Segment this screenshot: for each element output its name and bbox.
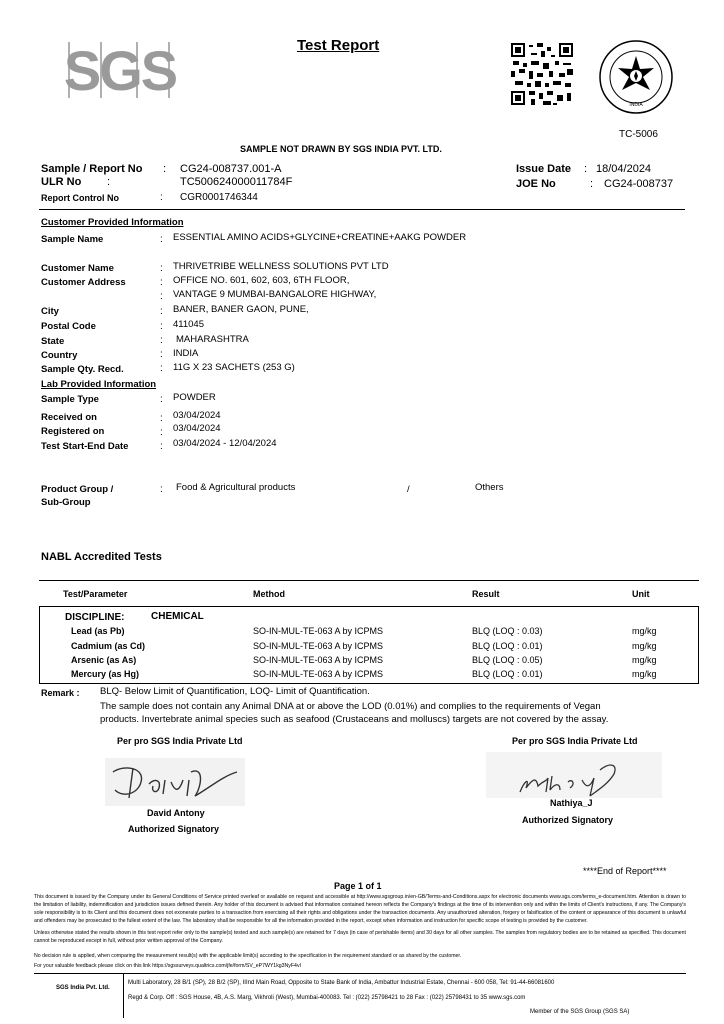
colon: : [163,163,167,175]
customer-section-title: Customer Provided Information [41,217,184,228]
footer-divider [34,973,686,974]
footer-address-2: Regd & Corp. Off : SGS House, 4B, A.S. Marg, Vikhroli (West), Mumbai-400083. Tel : (022) 25798421 to 28 Fax : (022) 25798431 to 35 www.sgs.com [128,995,526,1001]
qr-code [509,41,575,107]
decision-rule: No decision rule is applied, when comparing the measurement result(s) with the applicable limit(s) according to the specification in the requirement standard or as shared by the customer. [34,953,462,959]
sub-group-label: Sub-Group [41,497,91,508]
th-method: Method [253,589,285,599]
row-param: Cadmium (as Cd) [71,641,146,651]
colon: : [160,335,163,346]
sample-type: POWDER [173,392,216,403]
sub-group: Others [475,482,504,493]
colon: : [160,234,163,245]
row-param: Lead (as Pb) [71,626,125,636]
sgs-logo [60,40,180,100]
product-group: Food & Agricultural products [176,482,296,493]
end-of-report: ****End of Report**** [583,866,667,876]
issue-date-label: Issue Date [516,163,572,175]
remark-line-2: The sample does not contain any Animal DNA at or above the LOD (0.01%) and complies to the requirements of Vegan [100,701,601,712]
address-line-1: OFFICE NO. 601, 602, 603, 6TH FLOOR, [173,275,350,286]
row-unit: mg/kg [632,641,657,651]
left-signature [105,758,245,806]
row-unit: mg/kg [632,669,657,679]
sgs-logo-text: SGS [63,40,177,100]
th-parameter: Test/Parameter [63,589,128,599]
sample-qty-label: Sample Qty. Recd. [41,364,124,375]
left-signatory-name: David Antony [147,808,205,818]
address-line-2: VANTAGE 9 MUMBAI-BANGALORE HIGHWAY, [173,289,377,300]
row-param: Arsenic (as As) [71,655,137,665]
row-method: SO-IN-MUL-TE-063 A by ICPMS [253,641,384,651]
disclaimer-text: This document is issued by the Company under its General Conditions of Service printed overleaf or available on request and accessible at http://www.sgsgroup.in/en-GB/Terms-and-Conditions.aspx for electronic documents www.sgs.com/terms_e-document.htm. Attention is drawn to the limitation of liability, indemnification and jurisdiction issues defined therein. Any holder of this document is advised that information contained hereon reflects the Company's findings at the time of its intervention only and within the limits of Client's instructions, if any. The Company's sole responsibility is to its Client and this document does not exonerate parties to a transaction from exercising all their rights and obligations under the transaction documents. Any unauthorized alteration, forgery or falsification of the content or appearance of this document is unlawful and offenders may be prosecuted to the fullest extent of the law. The laboratory shall be responsible for all the information provided in the report, except when information and instruction for specific scope of testing is provided by the customer. [34,894,686,924]
row-method: SO-IN-MUL-TE-063 A by ICPMS [253,669,384,679]
ulr-label: ULR No [41,176,82,188]
table-top-border [39,580,699,581]
table-header-border [39,606,699,607]
badge-org-text: INDIA [629,102,643,108]
row-result: BLQ (LOQ : 0.01) [472,669,543,679]
row-unit: mg/kg [632,655,657,665]
remark-line-1: BLQ- Below Limit of Quantification, LOQ- Limit of Quantification. [100,686,370,697]
nabl-section-title: NABL Accredited Tests [41,551,162,563]
colon: : [160,363,163,374]
joe-label: JOE No [516,178,556,190]
ulr-no: TC500624000011784F [180,176,293,188]
report-title: Test Report [297,37,380,54]
customer-name-label: Customer Name [41,263,114,274]
disclaimer-retention: Unless otherwise stated the results shown in this test report refer only to the sample(s) tested and such sample(s) are retained for 7 days (in case of perishable items) and 30 days for all other samples. The samples from regulatory bodies are to be retained as specified. This document cannot be reproduced except in full, without prior written approval of the Company. [34,930,686,944]
colon: : [160,291,163,302]
sample-report-no-label: Sample / Report No [41,163,143,175]
colon: : [160,413,163,424]
colon: : [160,277,163,288]
table-right-border [698,606,699,684]
table-bottom-border [39,683,699,684]
colon: : [160,427,163,438]
control-no: CGR0001746344 [180,192,258,203]
colon: : [160,192,163,203]
product-group-label: Product Group / [41,484,114,495]
city-label: City [41,306,59,317]
footer-company: SGS India Pvt. Ltd. [56,985,110,991]
table-left-border [39,606,40,684]
sample-report-no: CG24-008737.001-A [180,163,282,175]
colon: : [584,163,588,175]
right-signatory-title: Authorized Signatory [522,815,614,825]
colon: : [160,263,163,274]
colon: : [160,306,163,317]
issue-date: 18/04/2024 [596,163,652,175]
left-signatory-title: Authorized Signatory [128,824,220,834]
customer-name: THRIVETRIBE WELLNESS SOLUTIONS PVT LTD [173,261,389,272]
row-result: BLQ (LOQ : 0.01) [472,641,543,651]
received-label: Received on [41,412,97,423]
control-no-label: Report Control No [41,193,119,203]
sample-name-label: Sample Name [41,234,104,245]
test-dates-label: Test Start-End Date [41,441,129,452]
right-signature [486,752,662,798]
badge-id: TC-5006 [619,129,658,140]
sample-type-label: Sample Type [41,394,99,405]
colon: : [160,441,163,452]
country-label: Country [41,350,78,361]
remark-line-3: products. Invertebrate animal species such as seafood (Crustaceans and molluscs) targets are not covered by the assay. [100,714,609,725]
row-result: BLQ (LOQ : 0.03) [472,626,543,636]
th-result: Result [472,589,500,599]
row-method: SO-IN-MUL-TE-063 A by ICPMS [253,655,384,665]
received-date: 03/04/2024 [173,410,221,421]
footer-address-1: Multi Laboratory, 28 B/1 (SP), 28 B/2 (SP), IIInd Main Road, Opposite to State Bank of India, Ambattur Industrial Estate, Chennai - 600 058, Tel: 91-44-66081600 [128,980,555,986]
row-method: SO-IN-MUL-TE-063 A by ICPMS [253,626,384,636]
page-number: Page 1 of 1 [334,881,382,891]
row-param: Mercury (as Hg) [71,669,140,679]
footer-vertical-divider [123,974,124,1018]
remark-label: Remark : [41,688,80,698]
registered-label: Registered on [41,426,105,437]
footer-member: Member of the SGS Group (SGS SA) [530,1009,630,1015]
row-result: BLQ (LOQ : 0.05) [472,655,543,665]
state-label: State [41,336,65,347]
city: BANER, BANER GAON, PUNE, [173,304,309,315]
country: INDIA [173,348,199,359]
colon: : [590,178,594,190]
lab-section-title: Lab Provided Information [41,379,157,390]
right-signatory-name: Nathiya_J [550,798,593,808]
sample-name: ESSENTIAL AMINO ACIDS+GLYCINE+CREATINE+AAKG POWDER [173,232,467,243]
postal-code: 411045 [173,319,204,330]
group-separator: / [407,484,410,495]
discipline-value: CHEMICAL [151,611,204,622]
customer-address-label: Customer Address [41,277,126,288]
th-unit: Unit [632,589,650,599]
colon: : [160,394,163,405]
registered-date: 03/04/2024 [173,423,221,434]
sample-banner: SAMPLE NOT DRAWN BY SGS INDIA PVT. LTD. [240,144,442,154]
discipline-label: DISCIPLINE: [65,612,125,623]
colon: : [160,321,163,332]
left-perpro: Per pro SGS India Private Ltd [117,736,243,746]
nabl-badge [597,38,675,120]
test-dates: 03/04/2024 - 12/04/2024 [173,438,277,449]
right-perpro: Per pro SGS India Private Ltd [512,736,638,746]
colon: : [160,349,163,360]
colon: : [107,176,111,188]
joe-no: CG24-008737 [604,178,674,190]
state: MAHARASHTRA [176,334,249,345]
postal-code-label: Postal Code [41,321,96,332]
sample-qty: 11G X 23 SACHETS (253 G) [173,362,295,373]
feedback-link[interactable]: For your valuable feedback please click on this link https://sgssurveys.qualtrics.com/jfe/form/SV_eP7WY1kg3NyF4vI [34,963,301,969]
row-unit: mg/kg [632,626,657,636]
header-divider [39,209,685,210]
colon: : [160,484,163,495]
